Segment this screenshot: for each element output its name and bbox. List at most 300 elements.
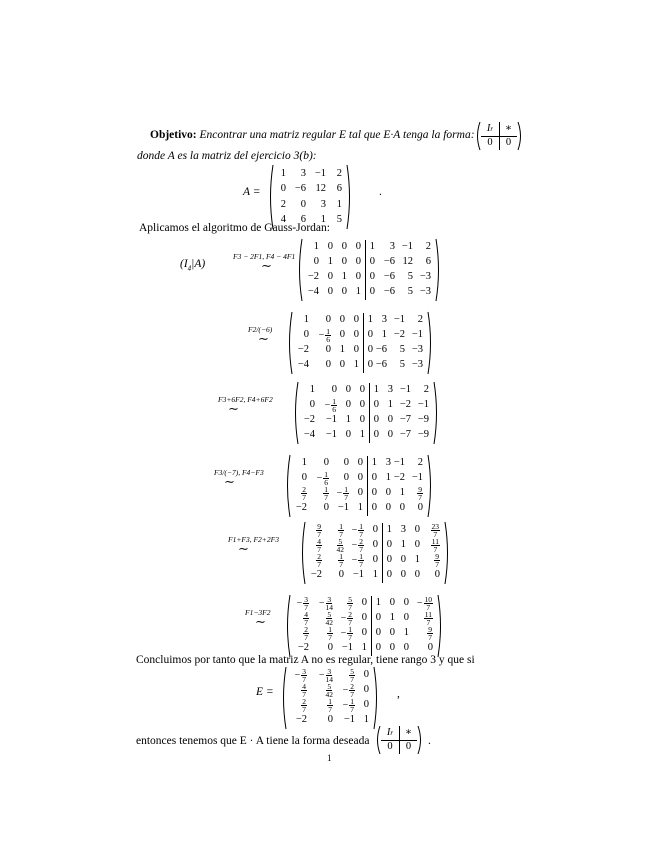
matrix-cell: 0: [372, 554, 378, 566]
fraction: $\frac{4}{7}$: [302, 681, 306, 699]
matrix-cell: 0: [359, 399, 365, 411]
fraction: $\frac{2}{7}$: [304, 624, 308, 642]
matrix-grid: [306, 521, 444, 585]
fraction: $\frac{1}{7}$: [359, 551, 363, 569]
matrix-e-end: ,: [397, 688, 400, 700]
matrix-cell: −1: [411, 329, 423, 341]
matrix-cell: −2: [310, 569, 322, 581]
matrix-cell: [306, 538, 326, 553]
matrix-cell: 0: [345, 399, 351, 411]
matrix-cell: 1: [382, 523, 396, 538]
fraction: $\frac{9}{7}$: [418, 484, 422, 502]
matrix-cell: 1: [353, 359, 359, 371]
matrix-cell: 2: [336, 167, 342, 179]
matrix-cell: 0: [372, 524, 378, 536]
matrix-cell: −6: [383, 256, 395, 268]
step-operation: F1+F3, F2+2F3: [228, 535, 279, 544]
matrix-cell: 0: [365, 285, 379, 300]
matrix-cell: 0: [361, 612, 367, 624]
matrix-cell: 1: [387, 399, 393, 411]
block-bottom-left: 0: [381, 740, 399, 754]
matrix-cell: 0: [389, 642, 395, 654]
step-equivalence: ∼: [261, 258, 272, 273]
augmented-matrix: [293, 381, 439, 445]
matrix-cell: 0: [371, 611, 385, 626]
fraction: $\frac{2}{7}$: [317, 551, 321, 569]
matrix-cell: 0: [367, 471, 381, 486]
matrix-cell: [424, 553, 444, 568]
matrix-cell: 1: [363, 313, 377, 328]
matrix-cell: 1: [399, 487, 405, 499]
fraction: $\frac{2}{7}$: [359, 536, 363, 554]
matrix-cell: 0: [353, 344, 359, 356]
block-grid: [381, 725, 417, 755]
matrix-cell: −1: [393, 314, 405, 326]
matrix-cell: 1: [414, 554, 420, 566]
matrix-cell: 5: [407, 271, 413, 283]
matrix-cell: 0: [341, 286, 347, 298]
matrix-cell: [424, 538, 444, 553]
fraction: $\frac{1}{6}$: [332, 396, 336, 414]
matrix-cell: 0: [343, 457, 349, 469]
matrix-cell: − $\frac{1}{6}$: [318, 326, 330, 344]
matrix-cell: 0: [403, 612, 409, 624]
fraction: $\frac{1}{7}$: [324, 484, 328, 502]
matrix-cell: 0: [382, 553, 396, 568]
matrix-cell: [311, 486, 333, 501]
matrix-cell: − $\frac{2}{7}$: [351, 536, 363, 554]
matrix-cell: 3: [400, 524, 406, 536]
matrix-cell: 0: [345, 384, 351, 396]
objective-label: Objetivo:: [150, 129, 200, 141]
matrix-cell: 0: [327, 271, 333, 283]
matrix-cell: 0: [339, 314, 345, 326]
matrix-cell: [413, 611, 437, 626]
matrix-cell: 0: [414, 539, 420, 551]
augmented-matrix: [285, 454, 433, 518]
step-equivalence: ∼: [255, 614, 266, 629]
matrix-cell: −6: [375, 359, 387, 371]
matrix-cell: [291, 626, 313, 641]
matrix-cell: 0: [343, 472, 349, 484]
block-bottom-left: 0: [481, 136, 499, 150]
matrix-cell: 0: [355, 256, 361, 268]
matrix-cell: −3: [411, 344, 423, 356]
matrix-cell: 0: [399, 502, 405, 514]
right-paren: [346, 164, 352, 230]
matrix-a-end: .: [379, 186, 382, 198]
matrix-cell: 1: [389, 612, 395, 624]
matrix-cell: 1: [361, 642, 367, 654]
matrix-cell: 2: [425, 241, 431, 253]
fraction: $\frac{1}{7}$: [339, 521, 343, 539]
matrix-cell: 1: [341, 271, 347, 283]
matrix-cell: − $\frac{1}{6}$: [316, 469, 328, 487]
step-operation: F2/(−6): [248, 325, 273, 334]
matrix-cell: −1: [352, 569, 364, 581]
step-equivalence: ∼: [258, 331, 269, 346]
matrix-cell: 0: [400, 554, 406, 566]
matrix-cell: 0: [309, 399, 315, 411]
matrix-e: [281, 666, 379, 730]
matrix-cell: 1: [320, 214, 326, 225]
matrix-cell: 0: [387, 429, 393, 441]
right-paren: [433, 381, 439, 445]
matrix-cell: 0: [331, 384, 337, 396]
matrix-cell: 0: [301, 472, 307, 484]
block-top-left: I r: [386, 726, 394, 738]
matrix-cell: 2: [417, 314, 423, 326]
matrix-cell: 0: [357, 487, 363, 499]
matrix-cell: 1: [336, 198, 342, 210]
fraction: $\frac{3}{14}$: [325, 666, 333, 684]
matrix-cell: 0: [353, 329, 359, 341]
matrix-cell: 0: [371, 626, 385, 641]
matrix-cell: −6: [383, 271, 395, 283]
block-top-right: ∗: [499, 122, 517, 136]
final-line: entonces tenemos que E · A tiene la forma deseada: [136, 735, 370, 747]
matrix-grid: [274, 164, 346, 230]
matrix-cell: −4: [307, 286, 319, 298]
fraction: $\frac{1}{7}$: [328, 624, 332, 642]
fraction: $\frac{10}{7}$: [424, 594, 432, 612]
matrix-cell: 0: [357, 457, 363, 469]
fraction: $\frac{9}{7}$: [435, 551, 439, 569]
matrix-cell: 0: [363, 343, 377, 358]
objective-text: Encontrar una matriz regular E tal que E·A tenga la forma:: [199, 129, 475, 141]
matrix-cell: 0: [434, 569, 440, 581]
right-paren: [417, 725, 423, 755]
matrix-cell: −7: [399, 429, 411, 441]
matrix-cell: 0: [323, 502, 329, 514]
matrix-cell: 1: [385, 472, 391, 484]
fraction: $\frac{2}{7}$: [302, 696, 306, 714]
matrix-cell: 3: [387, 384, 393, 396]
matrix-cell: [413, 626, 437, 641]
matrix-cell: 0: [338, 569, 344, 581]
matrix-cell: −2: [307, 271, 319, 283]
fraction: $\frac{1}{7}$: [348, 624, 352, 642]
fraction: $\frac{1}{7}$: [344, 484, 348, 502]
matrix-cell: −1: [417, 399, 429, 411]
matrix-cell: [311, 698, 337, 713]
augmented-matrix: [285, 594, 443, 658]
matrix-cell: 0: [363, 669, 369, 681]
matrix-cell: − $\frac{3}{7}$: [294, 666, 306, 684]
matrix-cell: 1: [303, 314, 309, 326]
matrix-cell: 0: [341, 241, 347, 253]
matrix-cell: 0: [357, 472, 363, 484]
matrix-cell: 0: [389, 597, 395, 609]
matrix-cell: −1: [314, 167, 326, 179]
matrix-cell: 1: [280, 167, 286, 179]
step-equivalence: ∼: [228, 401, 239, 416]
matrix-cell: −1: [401, 241, 413, 253]
right-paren: [373, 666, 379, 730]
matrix-cell: 0: [371, 641, 385, 656]
matrix-cell: 6: [300, 214, 306, 225]
matrix-cell: 0: [363, 699, 369, 711]
matrix-cell: [424, 523, 444, 538]
fraction: $\frac{1}{6}$: [326, 326, 330, 344]
matrix-cell: [313, 611, 337, 626]
matrix-cell: 12: [402, 256, 413, 268]
step-operation: F3/(−7), F4−F3: [214, 468, 264, 477]
step-equivalence: ∼: [224, 474, 235, 489]
matrix-cell: 0: [365, 255, 379, 270]
right-paren: [444, 521, 450, 585]
step-lhs: $(I_4|A)$: [180, 258, 206, 273]
matrix-cell: 0: [414, 524, 420, 536]
fraction: $\frac{5}{42}$: [325, 681, 333, 699]
matrix-cell: 0: [387, 414, 393, 426]
matrix-cell: 0: [339, 359, 345, 371]
block-top-right: ∗: [399, 726, 417, 740]
matrix-e-label: E =: [256, 686, 274, 698]
matrix-cell: 1: [365, 240, 379, 255]
matrix-cell: 0: [400, 569, 406, 581]
matrix-cell: [313, 626, 337, 641]
matrix-cell: 0: [367, 501, 381, 516]
fraction: $\frac{9}{7}$: [428, 624, 432, 642]
matrix-grid: [299, 381, 433, 445]
matrix-cell: −1: [343, 714, 355, 726]
matrix-a: [268, 164, 352, 230]
matrix-cell: [337, 596, 357, 611]
matrix-cell: −1: [337, 502, 349, 514]
matrix-grid: [287, 666, 373, 730]
matrix-cell: −9: [417, 414, 429, 426]
fraction: $\frac{11}{7}$: [431, 536, 439, 554]
matrix-cell: −1: [399, 384, 411, 396]
matrix-cell: − $\frac{1}{7}$: [340, 624, 352, 642]
matrix-cell: 0: [341, 256, 347, 268]
matrix-cell: [287, 698, 311, 713]
matrix-cell: 3: [300, 167, 306, 179]
matrix-cell: −6: [294, 183, 306, 194]
matrix-cell: [291, 611, 313, 626]
matrix-cell: −9: [417, 429, 429, 441]
matrix-grid: [291, 454, 427, 518]
matrix-cell: 1: [369, 383, 383, 398]
matrix-cell: 3: [389, 241, 395, 253]
matrix-cell: 0: [385, 502, 391, 514]
matrix-cell: 6: [425, 256, 431, 268]
fraction: $\frac{1}{7}$: [328, 696, 332, 714]
matrix-cell: 0: [361, 597, 367, 609]
matrix-cell: 1: [359, 429, 365, 441]
matrix-cell: 1: [339, 344, 345, 356]
matrix-cell: [409, 486, 427, 501]
right-paren: [427, 311, 433, 375]
matrix-cell: − $\frac{3}{14}$: [318, 594, 333, 612]
matrix-cell: −1: [341, 642, 353, 654]
matrix-cell: 1: [313, 241, 319, 253]
matrix-cell: [287, 683, 311, 698]
matrix-cell: 0: [417, 502, 423, 514]
step-operation: F3 − 2F1, F4 − 4F1: [233, 252, 296, 261]
matrix-cell: [337, 668, 359, 683]
matrix-cell: −3: [419, 286, 431, 298]
matrix-cell: − $\frac{2}{7}$: [340, 609, 352, 627]
fraction: $\frac{5}{42}$: [325, 609, 333, 627]
matrix-cell: −2: [399, 399, 411, 411]
matrix-cell: 0: [363, 684, 369, 696]
matrix-cell: 0: [359, 384, 365, 396]
matrix-cell: 0: [353, 314, 359, 326]
block-top-left: I r: [486, 122, 494, 134]
matrix-cell: 0: [313, 256, 319, 268]
augmented-matrix: [297, 238, 441, 302]
fraction: $\frac{9}{7}$: [317, 521, 321, 539]
fraction: $\frac{5}{7}$: [350, 666, 354, 684]
fraction: $\frac{3}{7}$: [302, 666, 306, 684]
matrix-cell: 1: [372, 569, 378, 581]
matrix-cell: [311, 683, 337, 698]
matrix-cell: 0: [369, 413, 383, 428]
matrix-cell: 0: [355, 271, 361, 283]
right-paren: [517, 121, 523, 151]
matrix-cell: 0: [367, 486, 381, 501]
matrix-a-label: A =: [243, 186, 261, 198]
matrix-cell: 0: [280, 183, 286, 194]
matrix-cell: 2: [423, 384, 429, 396]
matrix-cell: [326, 538, 348, 553]
matrix-cell: 0: [327, 714, 333, 726]
fraction: $\frac{1}{7}$: [350, 696, 354, 714]
fraction: $\frac{2}{7}$: [302, 484, 306, 502]
matrix-cell: 4: [280, 214, 286, 225]
matrix-cell: 2: [280, 198, 286, 210]
matrix-cell: − $\frac{1}{7}$: [351, 551, 363, 569]
fraction: $\frac{5}{42}$: [336, 536, 344, 554]
matrix-cell: 0: [363, 358, 377, 373]
matrix-cell: −1: [411, 472, 423, 484]
matrix-cell: −2: [297, 642, 309, 654]
step-operation: F3+6F2, F4+6F2: [218, 395, 273, 404]
matrix-cell: −2: [303, 414, 315, 426]
matrix-cell: 0: [369, 398, 383, 413]
matrix-cell: 1: [301, 457, 307, 469]
matrix-cell: − $\frac{3}{7}$: [296, 594, 308, 612]
step-operation: F1−3F2: [245, 608, 271, 617]
matrix-cell: 0: [363, 328, 377, 343]
matrix-cell: −4: [297, 359, 309, 371]
fraction: $\frac{4}{7}$: [304, 609, 308, 627]
matrix-cell: 0: [361, 627, 367, 639]
augmented-matrix: [287, 311, 433, 375]
matrix-cell: 5: [399, 344, 405, 356]
matrix-cell: − $\frac{2}{7}$: [342, 681, 354, 699]
matrix-cell: −6: [383, 286, 395, 298]
matrix-cell: 12: [315, 183, 326, 194]
matrix-grid: [293, 311, 427, 375]
augmented-matrix: [300, 521, 450, 585]
matrix-cell: 0: [355, 241, 361, 253]
matrix-cell: −1: [393, 457, 405, 469]
matrix-cell: 1: [309, 384, 315, 396]
block-grid: [481, 121, 517, 151]
matrix-cell: −6: [375, 344, 387, 356]
matrix-cell: 0: [339, 329, 345, 341]
right-paren: [437, 594, 443, 658]
block-form-final: [375, 725, 423, 755]
matrix-cell: 5: [399, 359, 405, 371]
page-number: 1: [327, 753, 332, 763]
matrix-cell: 0: [365, 270, 379, 285]
matrix-cell: 0: [327, 241, 333, 253]
block-bottom-right: 0: [499, 136, 517, 150]
matrix-cell: [326, 523, 348, 538]
matrix-cell: −2: [393, 472, 405, 484]
fraction: $\frac{2}{7}$: [348, 609, 352, 627]
fraction: $\frac{3}{7}$: [304, 594, 308, 612]
matrix-cell: 0: [327, 286, 333, 298]
matrix-cell: − $\frac{1}{7}$: [342, 696, 354, 714]
matrix-cell: − $\frac{3}{14}$: [318, 666, 333, 684]
matrix-cell: 5: [407, 286, 413, 298]
matrix-grid: [291, 594, 437, 658]
intro-line: [150, 129, 475, 141]
matrix-cell: 6: [336, 183, 342, 194]
matrix-cell: −1: [325, 414, 337, 426]
matrix-cell: 0: [382, 568, 396, 583]
matrix-cell: 0: [427, 642, 433, 654]
matrix-cell: −2: [295, 714, 307, 726]
matrix-cell: 3: [320, 198, 326, 210]
matrix-cell: 3: [381, 314, 387, 326]
matrix-cell: 0: [325, 314, 331, 326]
matrix-cell: 1: [367, 456, 381, 471]
matrix-cell: [306, 523, 326, 538]
matrix-cell: [326, 553, 348, 568]
fraction: $\frac{4}{7}$: [317, 536, 321, 554]
matrix-cell: 0: [303, 329, 309, 341]
matrix-cell: 1: [327, 256, 333, 268]
matrix-cell: 1: [403, 627, 409, 639]
matrix-cell: 0: [403, 597, 409, 609]
matrix-cell: 0: [359, 414, 365, 426]
matrix-cell: − $\frac{1}{6}$: [324, 396, 336, 414]
matrix-cell: − $\frac{1}{7}$: [351, 521, 363, 539]
algorithm-line: Aplicamos el algoritmo de Gauss-Jordan:: [139, 222, 330, 234]
matrix-cell: −1: [325, 429, 337, 441]
matrix-cell: 0: [389, 627, 395, 639]
matrix-cell: −2: [297, 344, 309, 356]
matrix-cell: −3: [419, 271, 431, 283]
intro-line-2: donde A es la matriz del ejercicio 3(b):: [137, 150, 317, 162]
fraction: $\frac{23}{7}$: [431, 521, 439, 539]
fraction: $\frac{11}{7}$: [424, 609, 432, 627]
matrix-cell: 0: [369, 428, 383, 443]
matrix-cell: 1: [400, 539, 406, 551]
matrix-cell: − $\frac{1}{7}$: [336, 484, 348, 502]
matrix-cell: 0: [382, 538, 396, 553]
step-equivalence: ∼: [238, 541, 249, 556]
matrix-grid: [303, 238, 435, 302]
matrix-cell: 5: [336, 214, 342, 225]
fraction: $\frac{3}{14}$: [325, 594, 333, 612]
matrix-cell: 1: [381, 329, 387, 341]
matrix-cell: −7: [399, 414, 411, 426]
matrix-cell: 0: [323, 457, 329, 469]
matrix-cell: 0: [327, 642, 333, 654]
matrix-cell: 1: [363, 714, 369, 726]
matrix-cell: 3: [385, 457, 391, 469]
matrix-cell: 1: [371, 596, 385, 611]
matrix-cell: [306, 553, 326, 568]
matrix-cell: 1: [345, 414, 351, 426]
